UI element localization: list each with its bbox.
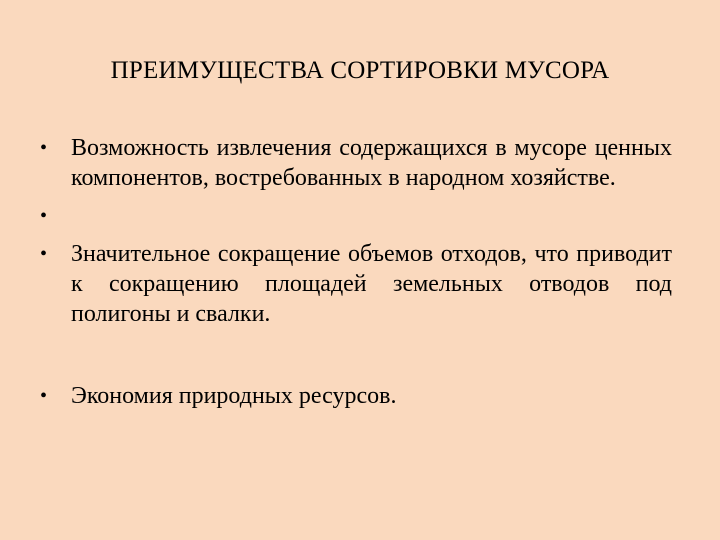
bullet-list xyxy=(40,133,672,411)
bullet-text: Экономия природных ресурсов. xyxy=(71,383,397,409)
slide-title: ПРЕИМУЩЕСТВА СОРТИРОВКИ МУСОРА xyxy=(110,57,610,84)
bullet-text: Значительное сокращение объемов отходов, что приводит к сокращению площадей земельных отводов под полигоны и свалки. xyxy=(71,241,672,327)
bullet-item-resource-saving xyxy=(40,381,672,411)
bullet-item-resource-extraction xyxy=(40,133,672,193)
bullet-item-waste-reduction xyxy=(40,239,672,329)
bullet-dot-icon: • xyxy=(40,137,48,159)
bullet-dot-icon: • xyxy=(40,243,48,265)
bullet-dot-icon: • xyxy=(40,385,48,407)
bullet-text: Возможность извлечения содержащихся в мусоре ценных компонентов, востребованных в народном хозяйстве. xyxy=(71,135,672,191)
bullet-item-empty xyxy=(40,201,672,231)
bullet-dot-icon: • xyxy=(40,205,48,227)
